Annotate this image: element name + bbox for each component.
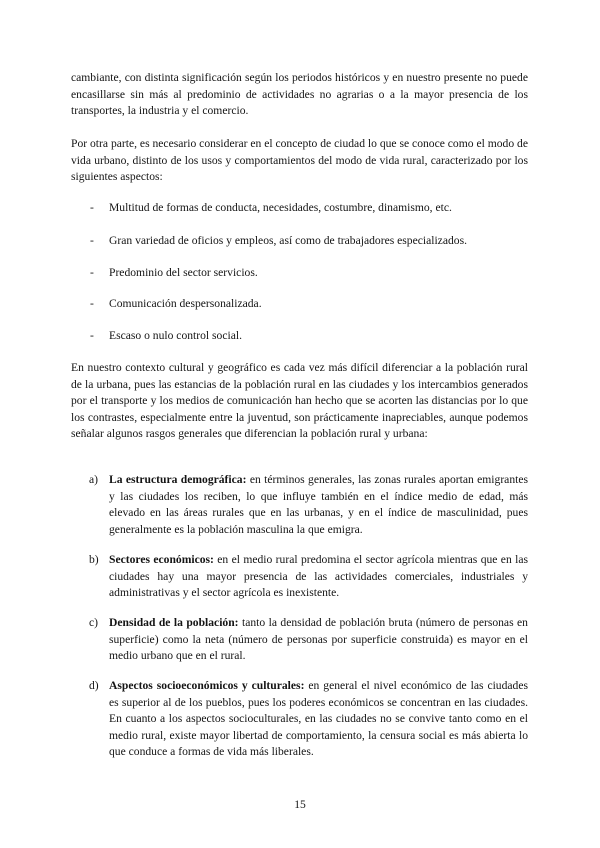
paragraph-modo-de-vida: Por otra parte, es necesario considerar en el concepto de ciudad lo que se conoce como el modo de vida urbano, distinto de los usos y comportamientos del modo de vida rural, caracterizado por los siguientes aspectos: xyxy=(71,137,528,183)
bullet-dash: - xyxy=(90,266,94,279)
bullet-text: Escaso o nulo control social. xyxy=(109,329,242,342)
bullet-dash: - xyxy=(90,329,94,342)
bullet-dash: - xyxy=(90,234,94,247)
item-text: en general el nivel económico de las ciudades es superior al de los pueblos, pues los poderes económicos se concentran en las ciudades. En cuanto a los aspectos socioculturales, en las ciudades no se convive tanto como en el medio rural, existe mayor libertad de comportamiento, la censura social es más abierta lo que conduce a formas de vida más liberales. xyxy=(109,679,528,758)
item-title: Densidad de la población: xyxy=(109,616,239,629)
bullet-text: Predominio del sector servicios. xyxy=(109,266,258,279)
bullet-text: Multitud de formas de conducta, necesidades, costumbre, dinamismo, etc. xyxy=(109,201,452,214)
list-item-a xyxy=(89,472,528,538)
list-item-b xyxy=(89,552,528,602)
item-title: Sectores económicos: xyxy=(109,553,214,566)
item-title: La estructura demográfica: xyxy=(109,473,247,486)
item-marker: d) xyxy=(89,679,99,692)
item-text: en términos generales, las zonas rurales aportan emigrantes y las ciudades los reciben, lo que influye también en el índice medio de edad, más elevado en las áreas rurales que en las urbanas, y en el índice de masculinidad, pues generalmente es la población masculina la que emigra. xyxy=(109,473,528,536)
paragraph-contexto: En nuestro contexto cultural y geográfico es cada vez más difícil diferenciar a la población rural de la urbana, pues las estancias de la población rural en las ciudades y los intercambios generados por el transporte y los medios de comunicación han hecho que se acorten las distancias por lo que los contrastes, especialmente entre la juventud, son prácticamente inapreciables, aunque podemos señalar algunos rasgos generales que diferencian la población rural y urbana: xyxy=(71,361,528,440)
item-text: en el medio rural predomina el sector agrícola mientras que en las ciudades hay una mayor presencia de las actividades comerciales, industriales y administrativas y el sector agrícola es inexistente. xyxy=(109,553,529,599)
bullet-dash: - xyxy=(90,201,94,214)
bullet-text: Comunicación despersonalizada. xyxy=(109,297,262,310)
list-item-d xyxy=(89,678,528,761)
item-marker: c) xyxy=(89,616,99,629)
item-text: tanto la densidad de población bruta (número de personas en superficie) como la neta (número de personas por superficie construida) es mayor en el medio urbano que en el rural. xyxy=(109,616,528,662)
bullet-dash: - xyxy=(90,297,94,310)
paragraph-intro: cambiante, con distinta significación según los periodos históricos y en nuestro presente no puede encasillarse sin más al predominio de actividades no agrarias o a la mayor presencia de los transportes, la industria y el comercio. xyxy=(71,71,528,117)
page-number: 15 xyxy=(294,798,306,811)
list-item-c xyxy=(89,615,528,665)
item-title: Aspectos socioeconómicos y culturales: xyxy=(109,679,305,692)
item-marker: b) xyxy=(89,553,99,566)
item-marker: a) xyxy=(89,473,99,486)
bullet-text: Gran variedad de oficios y empleos, así como de trabajadores especializados. xyxy=(109,234,467,247)
